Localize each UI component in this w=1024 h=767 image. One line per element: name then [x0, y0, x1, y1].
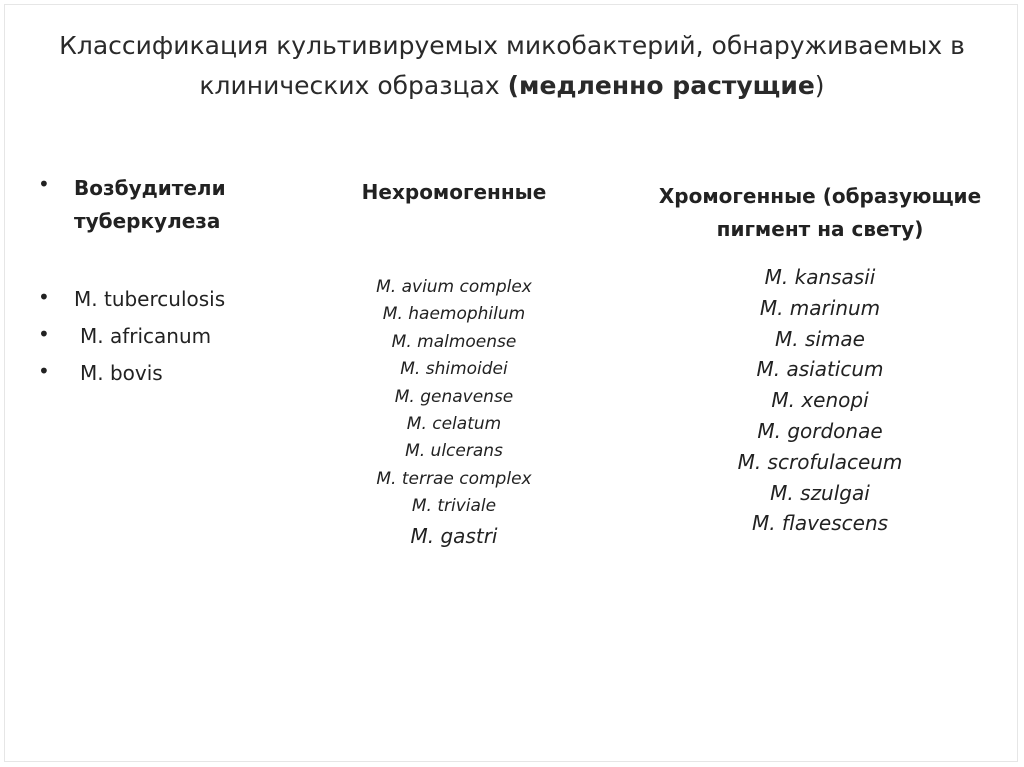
pathogens-heading-row [38, 172, 298, 242]
chromogenic-heading [620, 180, 1020, 246]
list-item: M. kansasii [764, 265, 876, 289]
nonchromogenic-heading: Нехромогенные [361, 180, 547, 204]
chromogenic-heading-line-1: Хромогенные (образующие [658, 184, 982, 208]
title-line-2 [10, 66, 1014, 106]
chromogenic-heading-line-2: пигмент на свету) [716, 217, 924, 241]
nonchromogenic-column [320, 178, 588, 551]
list-item: M. xenopi [771, 388, 869, 413]
bullet-icon: • [38, 172, 50, 196]
list-item [38, 285, 298, 322]
title-line-2-suffix: ) [814, 71, 825, 100]
list-item: M. terrae complex [376, 468, 532, 489]
list-item: M. haemophilum [382, 304, 526, 325]
list-item: M. malmoense [391, 331, 517, 352]
list-item: M. celatum [406, 414, 502, 435]
list-item: M. gastri [410, 523, 498, 548]
bullet-icon: • [38, 285, 50, 309]
slide-title [10, 26, 1014, 106]
pathogens-heading [74, 172, 298, 238]
list-item: M. asiaticum [756, 357, 884, 382]
tuberculosis-pathogens-column [38, 172, 298, 396]
title-line-2-bold: (медленно растущие [507, 71, 815, 100]
chromogenic-column [620, 180, 1020, 539]
list-item: M. simae [775, 326, 865, 351]
pathogen-name: M. bovis [80, 361, 163, 385]
list-item: M. ulcerans [405, 441, 503, 462]
list-item: M. gordonae [757, 418, 883, 443]
list-item: M. flavescens [751, 511, 889, 536]
list-item [38, 322, 298, 359]
pathogen-name: M. tuberculosis [74, 287, 226, 311]
bullet-icon: • [38, 359, 50, 383]
bullet-icon: • [38, 322, 50, 346]
list-item: M. szulgai [770, 480, 870, 505]
title-line-2-prefix: клинических образцах [199, 71, 508, 100]
list-item: M. avium complex [376, 277, 532, 297]
list-item: M. marinum [759, 295, 881, 320]
list-item: M. scrofulaceum [737, 449, 903, 474]
list-item: M. triviale [411, 496, 497, 517]
list-item: M. genavense [394, 386, 514, 407]
pathogens-heading-line-2: туберкулеза [74, 209, 221, 233]
title-line-1: Классификация культивируемых микобактерий, обнаруживаемых в [59, 31, 965, 60]
chromogenic-list [620, 262, 1020, 539]
pathogens-heading-line-1: Возбудители [74, 176, 226, 200]
nonchromogenic-list [320, 274, 588, 551]
list-item [38, 359, 298, 396]
pathogen-name: M. africanum [80, 324, 212, 348]
list-item: M. shimoidei [400, 359, 508, 380]
